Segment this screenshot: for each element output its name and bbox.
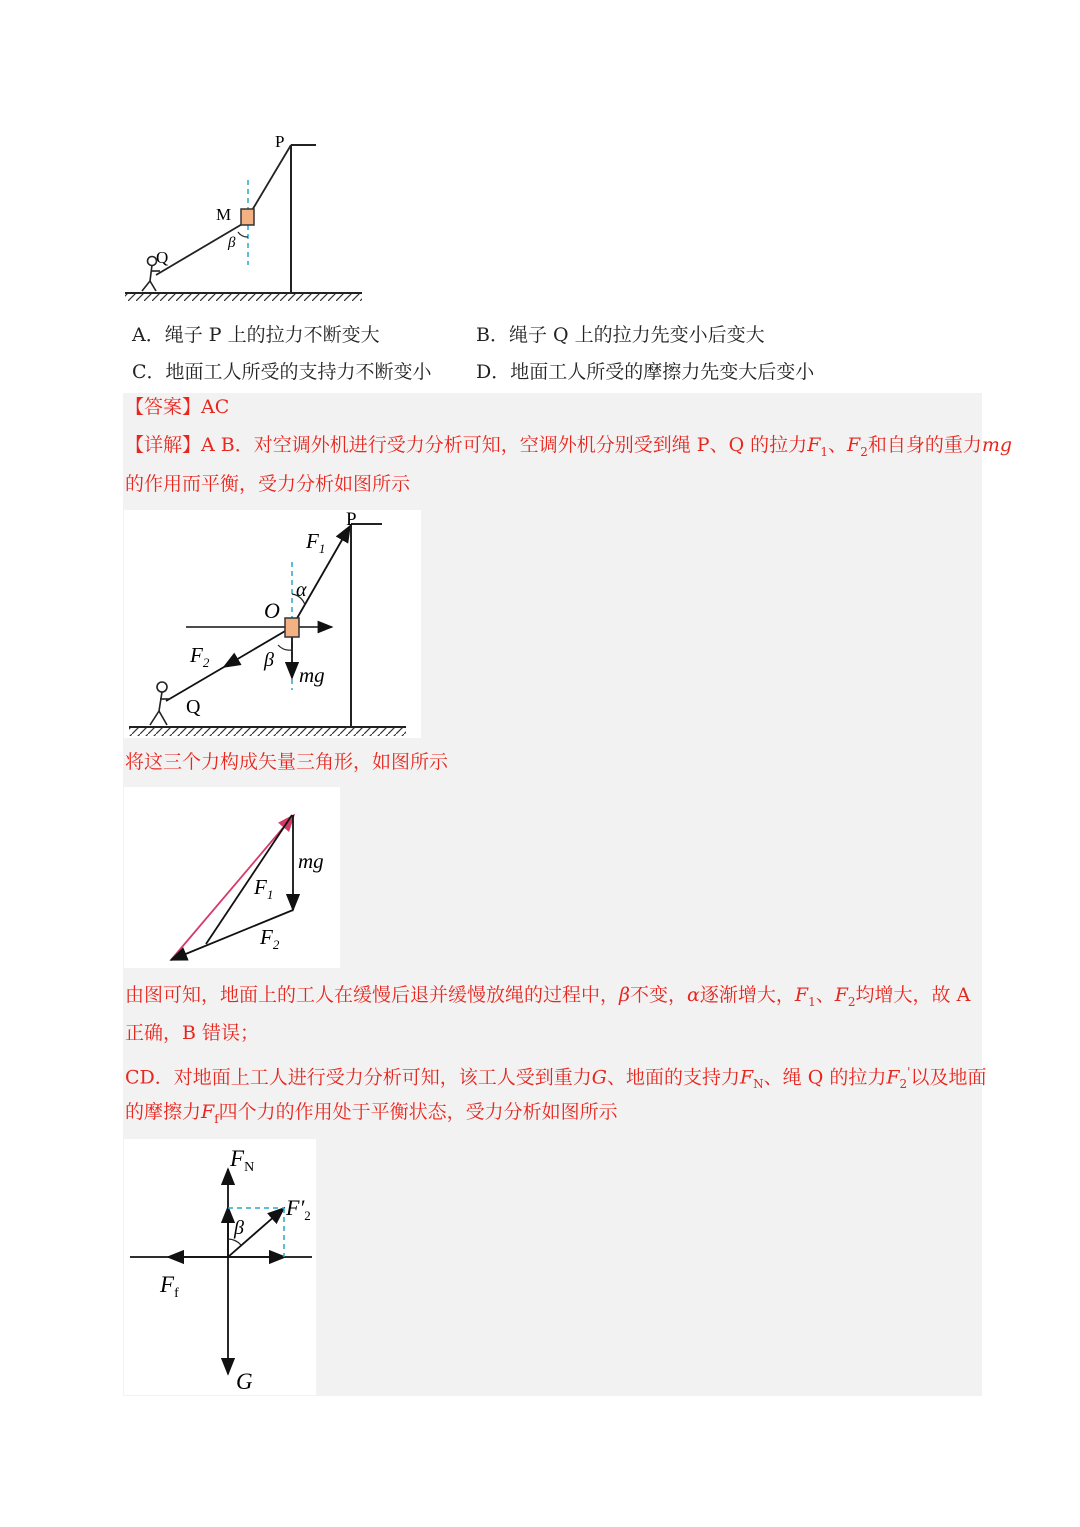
fig3-label-f2: $F_2$ <box>260 925 280 952</box>
fig3-label-mg: mg <box>298 849 324 873</box>
detail-tag: 【详解】 <box>125 434 202 456</box>
figure-1-diagram <box>120 125 370 305</box>
answer-line <box>125 388 229 426</box>
detail-text: 的摩擦力 <box>125 1101 202 1123</box>
detail-line-5: 正确，B 错误； <box>125 1022 260 1044</box>
detail-text: 不变， <box>630 984 688 1006</box>
detail-line-3: 将这三个力构成矢量三角形，如图所示 <box>125 751 449 773</box>
figure-4-diagram <box>124 1139 316 1395</box>
option-b: B．绳子 Q 上的拉力先变小后变大 <box>476 324 765 346</box>
symbol-f2: F <box>834 984 848 1006</box>
figure-3-box <box>124 787 340 968</box>
detail-text: CD．对地面上工人进行受力分析可知，该工人受到重力 <box>125 1066 592 1089</box>
symbol-f2-sub: 2 <box>847 994 856 1009</box>
fig1-label-beta: β <box>228 235 236 251</box>
fig2-label-p: P <box>346 510 357 530</box>
symbol-alpha: α <box>687 984 700 1006</box>
detail-line-2: 的作用而平衡，受力分析如图所示 <box>125 473 411 495</box>
symbol-f1: F <box>794 984 809 1006</box>
fig4-label-ff: $F_f$ <box>160 1272 179 1301</box>
answer-tag: 【答案】 <box>125 396 202 418</box>
symbol-f2-prime: F <box>886 1066 900 1089</box>
fig4-label-beta: β <box>234 1217 244 1239</box>
detail-text: A B．对空调外机进行受力分析可知，空调外机分别受到绳 P、Q 的拉力 <box>201 434 808 456</box>
fig1-label-q: Q <box>156 248 169 267</box>
fig4-label-fn: $F_N$ <box>230 1146 255 1175</box>
symbol-ff: F <box>201 1101 215 1123</box>
detail-text: 由图可知，地面上的工人在缓慢后退并缓慢放绳的过程中， <box>125 984 620 1006</box>
figure-2-diagram <box>124 510 421 738</box>
fig1-label-m: M <box>216 205 232 224</box>
detail-text: 、绳 Q 的拉力 <box>763 1066 887 1089</box>
fig1-label-p: P <box>275 132 285 151</box>
option-c: C．地面工人所受的支持力不断变小 <box>132 361 432 383</box>
symbol-f2: F <box>847 434 861 456</box>
symbol-fn: F <box>739 1066 754 1089</box>
symbol-f2-prime-sub: 2 <box>899 1077 908 1092</box>
symbol-beta: β <box>619 984 630 1006</box>
symbol-ff-sub: f <box>214 1111 219 1126</box>
option-a: A．绳子 P 上的拉力不断变大 <box>132 324 380 346</box>
answer-value: AC <box>201 396 230 418</box>
symbol-mg: mg <box>981 434 1013 456</box>
detail-text: 和自身的重力 <box>867 434 982 456</box>
detail-line-7 <box>125 1093 618 1138</box>
symbol-f2-sub: 2 <box>860 444 868 459</box>
fig2-label-f2: $F_2$ <box>190 643 210 670</box>
separator: 、 <box>828 434 848 456</box>
detail-text: 均增大，故 A <box>855 984 971 1006</box>
fig2-label-beta: β <box>264 649 274 671</box>
detail-text: 逐渐增大， <box>699 984 795 1006</box>
figure-4-box <box>124 1139 316 1395</box>
figure-3-diagram <box>124 787 340 968</box>
symbol-f1-sub: 1 <box>808 994 816 1009</box>
symbol-fn-sub: N <box>753 1077 764 1092</box>
fig3-label-f1: $F_1$ <box>254 875 274 902</box>
fig2-label-f1: $F_1$ <box>306 529 326 556</box>
separator: 、 <box>815 984 835 1006</box>
option-d: D．地面工人所受的摩擦力先变大后变小 <box>476 361 815 383</box>
detail-text: 四个力的作用处于平衡状态，受力分析如图所示 <box>218 1101 618 1123</box>
symbol-g: G <box>591 1066 607 1089</box>
detail-text: 、地面的支持力 <box>606 1066 740 1089</box>
fig2-label-mg: mg <box>299 663 325 687</box>
detail-text: 以及地面 <box>910 1066 987 1089</box>
symbol-f1: F <box>807 434 821 456</box>
fig4-label-g: G <box>236 1369 253 1394</box>
fig2-label-o: O <box>264 598 280 623</box>
symbol-f1-sub: 1 <box>820 444 829 459</box>
symbol-f2-prime-sup: ' <box>907 1065 911 1079</box>
fig2-label-alpha: α <box>296 579 307 601</box>
fig4-label-f2-prime: $F'_2$ <box>286 1195 311 1223</box>
figure-2-box <box>124 510 421 738</box>
fig2-label-q: Q <box>186 696 201 718</box>
